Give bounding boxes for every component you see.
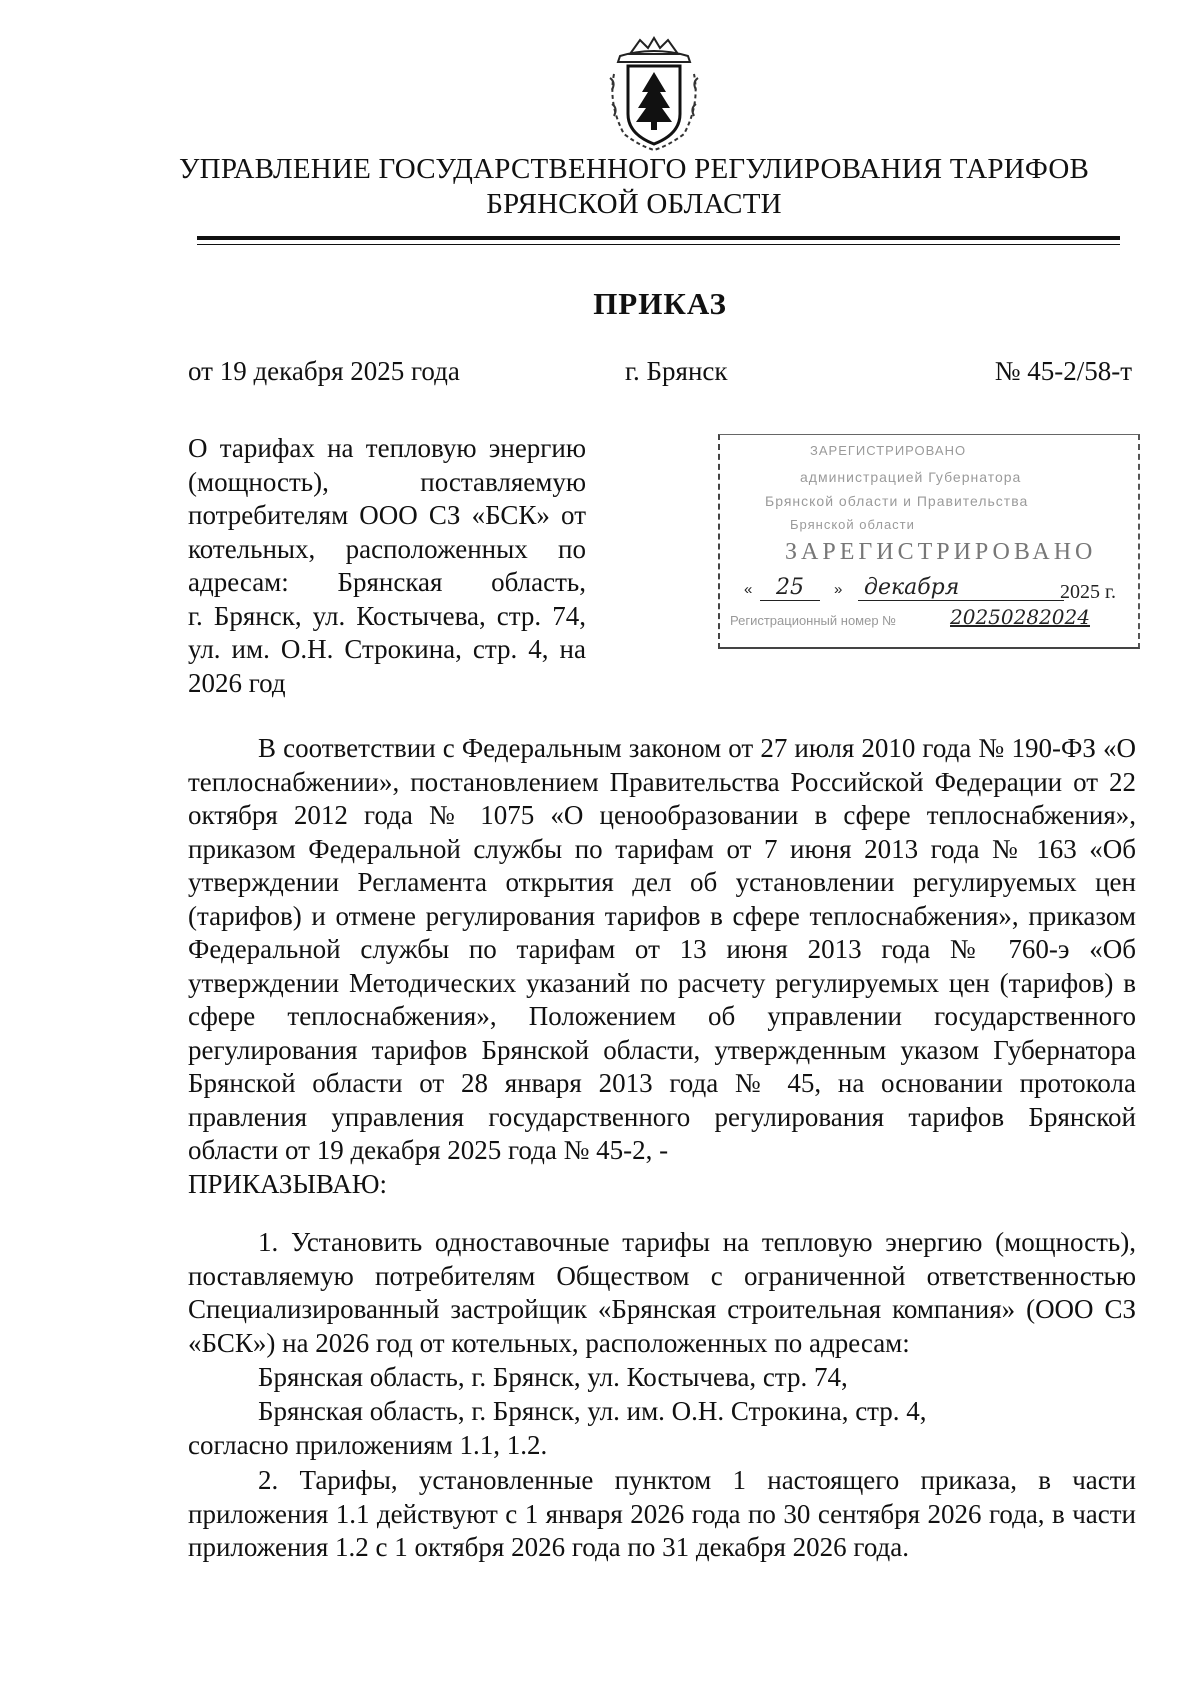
stamp-line: Брянской области: [790, 517, 915, 532]
subject-line: (мощность), поставляемую: [188, 466, 586, 497]
order-word: ПРИКАЗЫВАЮ:: [188, 1169, 387, 1199]
stamp-line: Брянской области и Правительства: [765, 493, 1029, 509]
document-city: г. Брянск: [625, 356, 728, 386]
organization-title-line2: БРЯНСКОЙ ОБЛАСТИ: [486, 188, 782, 220]
organization-title: [150, 152, 1118, 222]
subject-line: адресам: Брянская область,: [188, 567, 586, 597]
stamp-registration-row: [730, 605, 1130, 629]
document-subject: [188, 432, 586, 700]
document-type-heading: ПРИКАЗ: [593, 286, 727, 321]
stamp-year: 2025 г.: [1060, 581, 1116, 603]
header-divider-thick: [197, 236, 1120, 240]
stamp-quote-open: «: [744, 581, 753, 598]
stamp-registered-label: ЗАРЕГИСТРИРОВАНО: [785, 539, 1097, 565]
subject-line: потребителям ООО СЗ «БСК» от: [188, 500, 586, 530]
stamp-month: декабря: [858, 575, 1064, 601]
subject-line: ул. им. О.Н. Строкина, стр. 4, на: [188, 634, 586, 664]
stamp-quote-close: »: [834, 581, 843, 598]
address-line-2: Брянская область, г. Брянск, ул. им. О.Н. Строкина, стр. 4,: [258, 1396, 927, 1426]
stamp-registration-number: 20250282024: [950, 605, 1090, 629]
subject-line: котельных, расположенных по: [188, 533, 586, 564]
appendices-reference: согласно приложениям 1.1, 1.2.: [188, 1430, 548, 1460]
stamp-line: ЗАРЕГИСТРИРОВАНО: [810, 443, 967, 458]
header-divider-thin: [197, 244, 1120, 245]
document-date: от 19 декабря 2025 года: [188, 356, 460, 386]
address-line-1: Брянская область, г. Брянск, ул. Костычева, стр. 74,: [258, 1362, 848, 1392]
subject-line: О тарифах на тепловую энергию: [188, 433, 586, 463]
organization-title-line1: УПРАВЛЕНИЕ ГОСУДАРСТВЕННОГО РЕГУЛИРОВАНИЯ ТАРИФОВ: [178, 153, 1090, 185]
document-number: № 45-2/58-т: [994, 356, 1132, 386]
coat-of-arms-emblem: [600, 34, 708, 154]
order-item-1: 1. Установить одноставочные тарифы на тепловую энергию (мощность), поставляемую потребителям Обществом с ограниченной ответственностью Специализированный застройщик «Брянская строительная компания» (ООО СЗ «БСК») на 2026 год от котельных, расположенных по адресам:: [188, 1227, 1136, 1358]
registration-stamp: [718, 434, 1140, 649]
stamp-line: администрацией Губернатора: [800, 469, 1022, 485]
subject-line: г. Брянск, ул. Костычева, стр. 74,: [188, 600, 586, 631]
subject-line: 2026 год: [188, 667, 286, 698]
stamp-registration-label: Регистрационный номер №: [730, 613, 897, 628]
preamble-paragraph: В соответствии с Федеральным законом от 27 июля 2010 года № 190-ФЗ «О теплоснабжении», постановлением Правительства Российской Федерации от 22 октября 2012 года № 1075 «О ценообразовании в сфере теплоснабжения», приказом Федеральной службы по тарифам от 7 июня 2013 года № 163 «Об утверждении Регламента открытия дел об установлении регулируемых цен (тарифов) и отмене регулирования тарифов в сфере теплоснабжения», приказом Федеральной службы по тарифам от 13 июня 2013 года № 760-э «Об утверждении Методических указаний по расчету регулируемых цен (тарифов) в сфере теплоснабжения», Положением об управлении государственного регулирования тарифов Брянской области, утвержденным указом Губернатора Брянской области от 28 января 2013 года № 45, на основании протокола правления управления государственного регулирования тарифов Брянской области от 19 декабря 2025 года № 45-2, -: [188, 733, 1136, 1165]
stamp-day: 25: [760, 575, 820, 601]
order-item-2: 2. Тарифы, установленные пунктом 1 настоящего приказа, в части приложения 1.1 действуют с 1 января 2026 года по 30 сентября 2026 года, в части приложения 1.2 с 1 октября 2026 года по 31 декабря 2026 года.: [188, 1465, 1136, 1562]
